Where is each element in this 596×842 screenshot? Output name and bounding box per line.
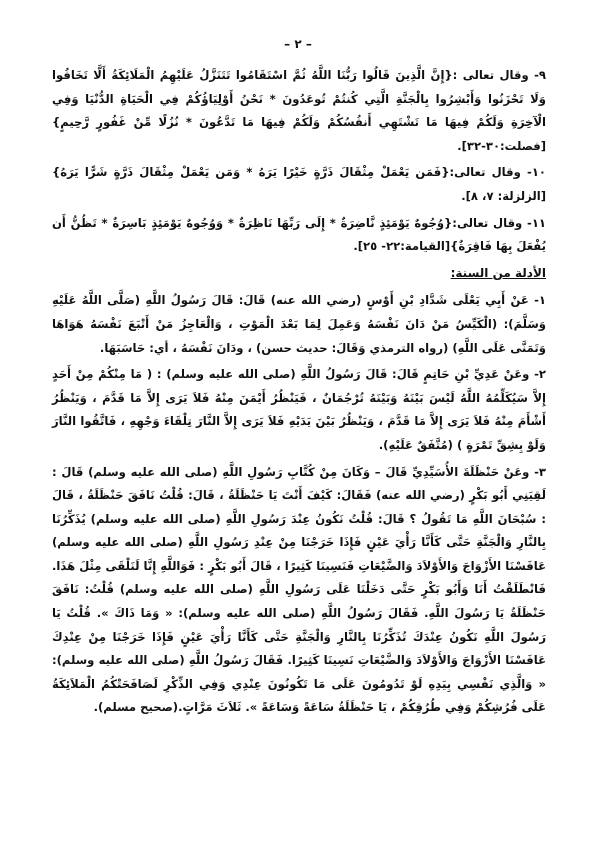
- verse-9: ٩- وقال تعالى :{إِنَّ الَّذِينَ قَالُوا رَبُّنَا اللَّهُ ثُمَّ اسْتَقَامُوا تَتَنَزَّلُ عَلَيْهِمُ الْمَلَائِكَةُ أَلَّا تَخَافُوا وَلَا تَحْزَنُوا وَأَبْشِرُوا بِالْجَنَّةِ الَّتِي كُنتُمْ تُوعَدُونَ * نَحْنُ أَوْلِيَاؤُكُمْ فِي الْحَيَاةِ الدُّنْيَا وَفِي الْآخِرَةِ وَلَكُمْ فِيهَا مَا تَشْتَهِي أَنفُسُكُمْ وَلَكُمْ فِيهَا مَا تَدَّعُونَ * نُزُلًا مِّنْ غَفُورٍ رَّحِيمٍ}[فصلت:٣٠-٣٢].: [52, 68, 546, 153]
- sunnah-heading: الأدلة من السنة:: [450, 265, 546, 280]
- hadith-1: ١- عَنْ أَبِي يَعْلَى شَدَّادِ بْنِ أَوْسٍ (رضي الله عنه) قَالَ: قَالَ رَسُولُ اللَّهِ (صَلَّى اللَّهُ عَلَيْهِ وَسَلَّمَ): (الْكَيِّسُ مَنْ دَانَ نَفْسَهُ وَعَمِلَ لِمَا بَعْدَ الْمَوْتِ ، وَالْعَاجِزُ مَنْ أَتْبَعَ نَفْسَهُ هَوَاهَا وَتَمَنَّى عَلَى اللَّهِ) (رواه الترمذي وَقَالَ: حديث حسن) ، ودَانَ نَفْسَهُ ، أي: حَاسَبَهَا.: [52, 293, 546, 355]
- hadith-3: ٣- وعَنْ حَنْظَلَةَ الأُسَيِّدِيِّ قَالَ – وَكَانَ مِنْ كُتَّابِ رَسُولِ اللَّهِ (صلى الله عليه وسلم) قَالَ : لَقِيَنِي أَبُو بَكْرٍ (رضي الله عنه) فَقَالَ: كَيْفَ أَنْتَ يَا حَنْظَلَةُ ، قَالَ: قُلْتُ نَافَقَ حَنْظَلَةُ ، قَالَ : سُبْحَانَ اللَّهِ مَا تَقُولُ ؟ قَالَ: قُلْتُ نَكُونُ عِنْدَ رَسُولِ اللَّهِ (صلى الله عليه وسلم) يُذَكِّرُنَا بِالنَّارِ وَالْجَنَّةِ حَتَّى كَأَنَّا رَأْيَ عَيْنٍ فَإِذَا خَرَجْنَا مِنْ عِنْدِ رَسُولِ اللَّهِ (صلى الله عليه وسلم) عَافَسْنَا الأَزْوَاجَ وَالأَوْلاَدَ وَالضَّيْعَاتِ فَنَسِينَا كَثِيرًا ، قَالَ أَبُو بَكْرٍ : فَوَاللَّهِ إِنَّا لَنَلْقَى مِثْلَ هَذَا. فَانْطَلَقْتُ أَنَا وَأَبُو بَكْرٍ حَتَّى دَخَلْنَا عَلَى رَسُولِ اللَّهِ (صلى الله عليه وسلم) قُلْتُ: نَافَقَ حَنْظَلَةُ يَا رَسُولَ اللَّهِ. فَقَالَ رَسُولُ اللَّهِ (صلى الله عليه وسلم): « وَمَا ذَاكَ ». قُلْتُ يَا رَسُولَ اللَّهِ نَكُونُ عِنْدَكَ تُذَكِّرُنَا بِالنَّارِ وَالْجَنَّةِ حَتَّى كَأَنَّا رَأْيَ عَيْنٍ فَإِذَا خَرَجْنَا مِنْ عِنْدِكَ عَافَسْنَا الأَزْوَاجَ وَالأَوْلاَدَ وَالضَّيْعَاتِ نَسِينَا كَثِيرًا. فَقَالَ رَسُولُ اللَّهِ (صلى الله عليه وسلم): « وَالَّذِي نَفْسِي بِيَدِهِ لَوْ تَدُومُونَ عَلَى مَا تَكُونُونَ عِنْدِي وَفِي الذِّكْرِ لَصَافَحَتْكُمُ الْمَلاَئِكَةُ عَلَى فُرُشِكُمْ وَفِي طُرُقِكُمْ ، يَا حَنْظَلَةُ سَاعَةً وَسَاعَةً ». ثَلاَثَ مَرَّاتٍ.(صحيح مسلم).: [52, 464, 546, 715]
- page-content: [52, 64, 546, 723]
- verse-10: ١٠- وقال تعالى:{فَمَن يَعْمَلْ مِثْقَالَ ذَرَّةٍ خَيْرًا يَرَهُ * وَمَن يَعْمَلْ مِثْقَالَ ذَرَّةٍ شَرًّا يَرَهُ}[الزلزلة: ٧، ٨].: [52, 165, 546, 203]
- page-number: – ٢ –: [284, 37, 312, 51]
- hadith-2: ٢- وعَنْ عَدِيِّ بْنِ حَاتِمٍ قَالَ: قَالَ رَسُولُ اللَّهِ (صلى الله عليه وسلم) : ( مَا مِنْكُمْ مِنْ أَحَدٍ إِلاَّ سَيُكَلِّمُهُ اللَّهُ لَيْسَ بَيْنَهُ وَبَيْنَهُ تُرْجُمَانٌ ، فَيَنْظُرُ أَيْمَنَ مِنْهُ فَلاَ يَرَى إِلاَّ مَا قَدَّمَ ، وَيَنْظُرُ أَشْأَمَ مِنْهُ فَلاَ يَرَى إِلاَّ مَا قَدَّمَ ، وَيَنْظُرُ بَيْنَ يَدَيْهِ فَلاَ يَرَى إِلاَّ النَّارَ تِلْقَاءَ وَجْهِهِ ، فَاتَّقُوا النَّارَ وَلَوْ بِشِقِّ تَمْرَةٍ ) (مُتَّفَقٌ عَلَيْهِ).: [52, 367, 546, 452]
- verse-11: ١١- وقال تعالى:{وُجُوهٌ يَوْمَئِذٍ نَّاضِرَةٌ * إِلَى رَبِّهَا نَاظِرَةٌ * وَوُجُوهٌ يَوْمَئِذٍ بَاسِرَةٌ * تَظُنُّ أَن يُفْعَلَ بِهَا فَاقِرَةٌ}[القيامة:٢٢- ٢٥].: [52, 215, 546, 254]
